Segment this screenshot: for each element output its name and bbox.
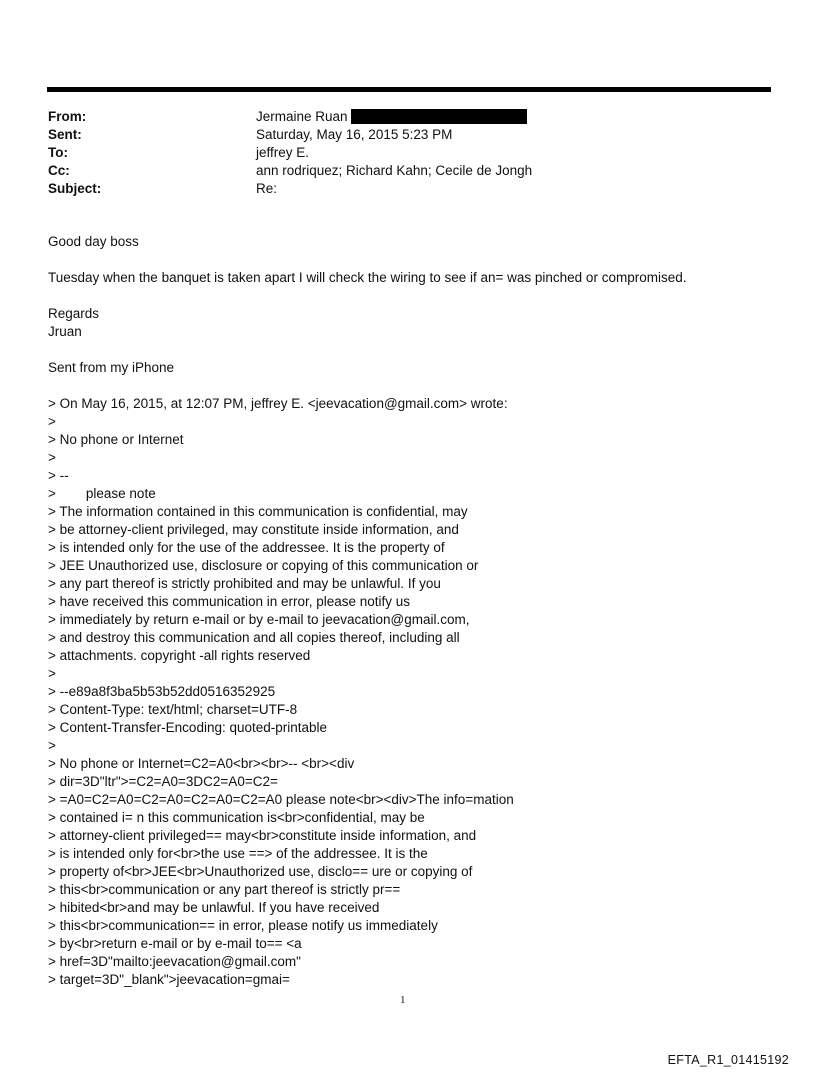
quoted-line: > =A0=C2=A0=C2=A0=C2=A0=C2=A0 please note<br><div>The info=mation <box>48 792 514 807</box>
quoted-line: > any part thereof is strictly prohibited and may be unlawful. If you <box>48 576 441 591</box>
sent-row <box>48 126 768 144</box>
cc-row <box>48 162 768 180</box>
quoted-line: > <box>48 414 56 429</box>
quoted-line: > property of<br>JEE<br>Unauthorized use, disclo== ure or copying of <box>48 864 473 879</box>
signature: Jruan <box>48 324 82 339</box>
quoted-line: > by<br>return e-mail or by e-mail to== <a <box>48 936 302 951</box>
to-label: To: <box>48 145 68 160</box>
page-number: 1 <box>400 994 406 1006</box>
subject-value: Re: <box>256 181 278 196</box>
cc-value: ann rodriquez; Richard Kahn; Cecile de Jongh <box>256 163 533 178</box>
message-line: Tuesday when the banquet is taken apart I will check the wiring to see if an= was pinched or compromised. <box>48 270 687 285</box>
quoted-line: > attorney-client privileged== may<br>constitute inside information, and <box>48 828 477 843</box>
bates-number: EFTA_R1_01415192 <box>667 1053 789 1067</box>
quoted-message <box>48 395 768 989</box>
email-body <box>48 233 768 989</box>
quoted-line: > this<br>communication== in error, please notify us immediately <box>48 918 438 933</box>
quoted-line: > <box>48 738 56 753</box>
quoted-line: > please note <box>48 486 156 501</box>
quoted-line: > be attorney-client privileged, may constitute inside information, and <box>48 522 459 537</box>
quoted-line: > have received this communication in error, please notify us <box>48 594 411 609</box>
quoted-line: > contained i= n this communication is<br>confidential, may be <box>48 810 425 825</box>
regards: Regards <box>48 306 100 321</box>
quoted-line: > Content-Type: text/html; charset=UTF-8 <box>48 702 298 717</box>
from-label: From: <box>48 109 87 124</box>
quoted-line: > <box>48 450 56 465</box>
redaction-box <box>351 109 527 124</box>
quoted-line: > and destroy this communication and all copies thereof, including all <box>48 630 460 645</box>
quoted-line: > No phone or Internet=C2=A0<br><br>-- <br><div <box>48 756 355 771</box>
quoted-line: > dir=3D"ltr">=C2=A0=3DC2=A0=C2= <box>48 774 278 789</box>
to-value: jeffrey E. <box>256 145 310 160</box>
from-value <box>256 108 768 126</box>
quoted-line: > is intended only for<br>the use ==> of the addressee. It is the <box>48 846 428 861</box>
sent-label: Sent: <box>48 127 82 142</box>
to-row <box>48 144 768 162</box>
quoted-line: > --e89a8f3ba5b53b52dd0516352925 <box>48 684 276 699</box>
quoted-line: > href=3D"mailto:jeevacation@gmail.com" <box>48 954 301 969</box>
cc-label: Cc: <box>48 163 70 178</box>
quoted-line: > hibited<br>and may be unlawful. If you have received <box>48 900 380 915</box>
header-rule <box>47 87 771 92</box>
quoted-line: > immediately by return e-mail or by e-mail to jeevacation@gmail.com, <box>48 612 470 627</box>
quoted-line: > No phone or Internet <box>48 432 184 447</box>
quoted-line: > this<br>communication or any part thereof is strictly pr== <box>48 882 401 897</box>
quoted-line: > target=3D"_blank">jeevacation=gmai= <box>48 972 290 987</box>
from-row <box>48 108 768 126</box>
greeting: Good day boss <box>48 234 139 249</box>
quoted-line: > On May 16, 2015, at 12:07 PM, jeffrey E. <jeevacation@gmail.com> wrote: <box>48 396 508 411</box>
sent-from: Sent from my iPhone <box>48 360 175 375</box>
subject-row <box>48 180 768 198</box>
sent-value: Saturday, May 16, 2015 5:23 PM <box>256 127 453 142</box>
from-name: Jermaine Ruan <box>256 109 348 124</box>
email-header <box>48 108 768 198</box>
quoted-line: > -- <box>48 468 69 483</box>
subject-label: Subject: <box>48 181 102 196</box>
quoted-line: > is intended only for the use of the addressee. It is the property of <box>48 540 445 555</box>
quoted-line: > Content-Transfer-Encoding: quoted-printable <box>48 720 328 735</box>
quoted-line: > JEE Unauthorized use, disclosure or copying of this communication or <box>48 558 479 573</box>
quoted-line: > attachments. copyright -all rights reserved <box>48 648 311 663</box>
quoted-line: > The information contained in this communication is confidential, may <box>48 504 468 519</box>
quoted-line: > <box>48 666 56 681</box>
